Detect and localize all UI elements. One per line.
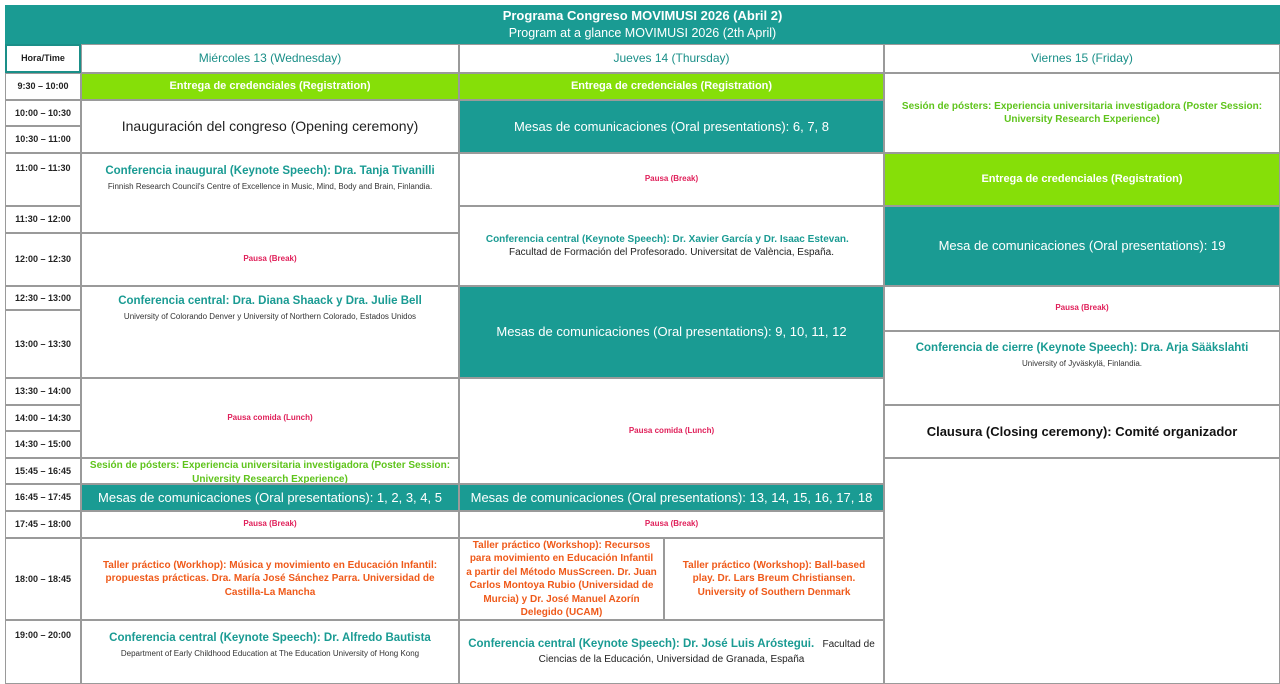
time-slot[interactable]: 12:30 – 13:00 [5,286,81,310]
fri-closing-ceremony[interactable]: Clausura (Closing ceremony): Comité organizador [884,405,1280,458]
keynote-title: Conferencia central (Keynote Speech): Dr. Xavier García y Dr. Isaac Estevan. [485,233,849,245]
time-slot-label: 11:00 – 11:30 [15,163,71,173]
thu-workshop-musscreen[interactable]: Taller práctico (Workshop): Recursos para movimiento en Educación Infantil a partir del Método MusScreen. Dr. Juan Carlos Montoya Rubio (Universidad de Murcia) y Dr. José Manuel Azorín Delegido (UCAM) [459,538,664,620]
fri-closing-keynote[interactable] [884,331,1280,405]
thu-oral-presentations-2[interactable]: Mesas de comunicaciones (Oral presentations): 9, 10, 11, 12 [459,286,884,378]
time-slot[interactable]: 10:30 – 11:00 [5,126,81,153]
wed-central-keynote[interactable] [81,286,459,378]
fri-empty [884,458,1280,684]
keynote-affiliation: Facultad de Formación del Profesorado. Universitat de València, España. [509,247,834,258]
wed-opening-keynote[interactable] [81,153,459,233]
keynote-affiliation: Finnish Research Council's Centre of Excellence in Music, Mind, Body and Brain, Finlandia. [107,181,433,191]
thu-lunch[interactable]: Pausa comida (Lunch) [459,378,884,484]
time-slot[interactable]: 15:45 – 16:45 [5,458,81,484]
time-slot[interactable]: 12:00 – 12:30 [5,233,81,286]
time-slot[interactable]: 16:45 – 17:45 [5,484,81,511]
time-slot[interactable]: 13:30 – 14:00 [5,378,81,405]
wed-break[interactable]: Pausa (Break) [81,233,459,286]
time-slot[interactable] [5,620,81,684]
keynote-affiliation: Department of Early Childhood Education at The Education University of Hong Kong [120,648,420,658]
time-slot[interactable]: 14:30 – 15:00 [5,431,81,458]
column-header-thursday[interactable]: Jueves 14 (Thursday) [459,44,884,73]
time-slot[interactable]: 18:00 – 18:45 [5,538,81,620]
thu-registration[interactable]: Entrega de credenciales (Registration) [459,73,884,100]
wed-oral-presentations[interactable]: Mesas de comunicaciones (Oral presentations): 1, 2, 3, 4, 5 [81,484,459,511]
page-header [5,5,1280,44]
thu-evening-keynote[interactable] [459,620,884,684]
column-header-friday[interactable]: Viernes 15 (Friday) [884,44,1280,73]
thu-break[interactable]: Pausa (Break) [459,153,884,206]
keynote-title: Conferencia inaugural (Keynote Speech): Dra. Tanja Tivanilli [105,165,435,177]
thu-break-evening[interactable]: Pausa (Break) [459,511,884,538]
time-slot[interactable] [5,153,81,206]
wed-break-evening[interactable]: Pausa (Break) [81,511,459,538]
keynote-title: Conferencia central (Keynote Speech): Dr. Alfredo Bautista [109,632,431,644]
fri-break[interactable]: Pausa (Break) [884,286,1280,331]
column-header-time[interactable]: Hora/Time [5,44,81,73]
wed-registration[interactable]: Entrega de credenciales (Registration) [81,73,459,100]
keynote-title: Conferencia de cierre (Keynote Speech): Dra. Arja Sääkslahti [915,342,1249,354]
keynote-affiliation: Facultad de Ciencias de la Educación, Universidad de Granada, España [538,639,875,665]
time-slot[interactable]: 10:00 – 10:30 [5,100,81,126]
wed-opening-ceremony[interactable]: Inauguración del congreso (Opening ceremony) [81,100,459,153]
time-slot-label: 19:00 – 20:00 [14,630,72,640]
keynote-title: Conferencia central: Dra. Diana Shaack y Dra. Julie Bell [118,295,422,307]
time-slot[interactable]: 9:30 – 10:00 [5,73,81,100]
time-slot[interactable]: 11:30 – 12:00 [5,206,81,233]
fri-oral-presentations[interactable]: Mesa de comunicaciones (Oral presentations): 19 [884,206,1280,286]
thu-workshop-ball-play[interactable]: Taller práctico (Workshop): Ball-based play. Dr. Lars Breum Christiansen. University of Southern Denmark [664,538,884,620]
time-slot[interactable]: 17:45 – 18:00 [5,511,81,538]
thu-oral-presentations-3[interactable]: Mesas de comunicaciones (Oral presentations): 13, 14, 15, 16, 17, 18 [459,484,884,511]
wed-lunch[interactable]: Pausa comida (Lunch) [81,378,459,458]
wed-evening-keynote[interactable] [81,620,459,684]
time-slot[interactable]: 14:00 – 14:30 [5,405,81,431]
page-subtitle: Program at a glance MOVIMUSI 2026 (2th April) [508,25,777,40]
thu-oral-presentations-1[interactable]: Mesas de comunicaciones (Oral presentations): 6, 7, 8 [459,100,884,153]
wed-workshop[interactable]: Taller práctico (Workhop): Música y movimiento en Educación Infantil: propuestas prácticas. Dra. María José Sánchez Parra. Universidad de Castilla-La Mancha [81,538,459,620]
wed-poster-session[interactable]: Sesión de pósters: Experiencia universitaria investigadora (Poster Session: University Research Experience) [81,458,459,484]
fri-registration[interactable]: Entrega de credenciales (Registration) [884,153,1280,206]
keynote-affiliation: University of Jyväskylä, Finlandia. [1021,358,1143,368]
keynote-title: Conferencia central (Keynote Speech): Dr. José Luis Aróstegui. [468,638,815,651]
fri-poster-session[interactable]: Sesión de pósters: Experiencia universitaria investigadora (Poster Session: University Research Experience) [884,73,1280,153]
column-header-wednesday[interactable]: Miércoles 13 (Wednesday) [81,44,459,73]
thu-central-keynote[interactable] [459,206,884,286]
page-title: Programa Congreso MOVIMUSI 2026 (Abril 2) [502,8,783,24]
keynote-affiliation: University of Colorando Denver y University of Northern Colorado, Estados Unidos [123,311,417,321]
time-slot[interactable]: 13:00 – 13:30 [5,310,81,378]
